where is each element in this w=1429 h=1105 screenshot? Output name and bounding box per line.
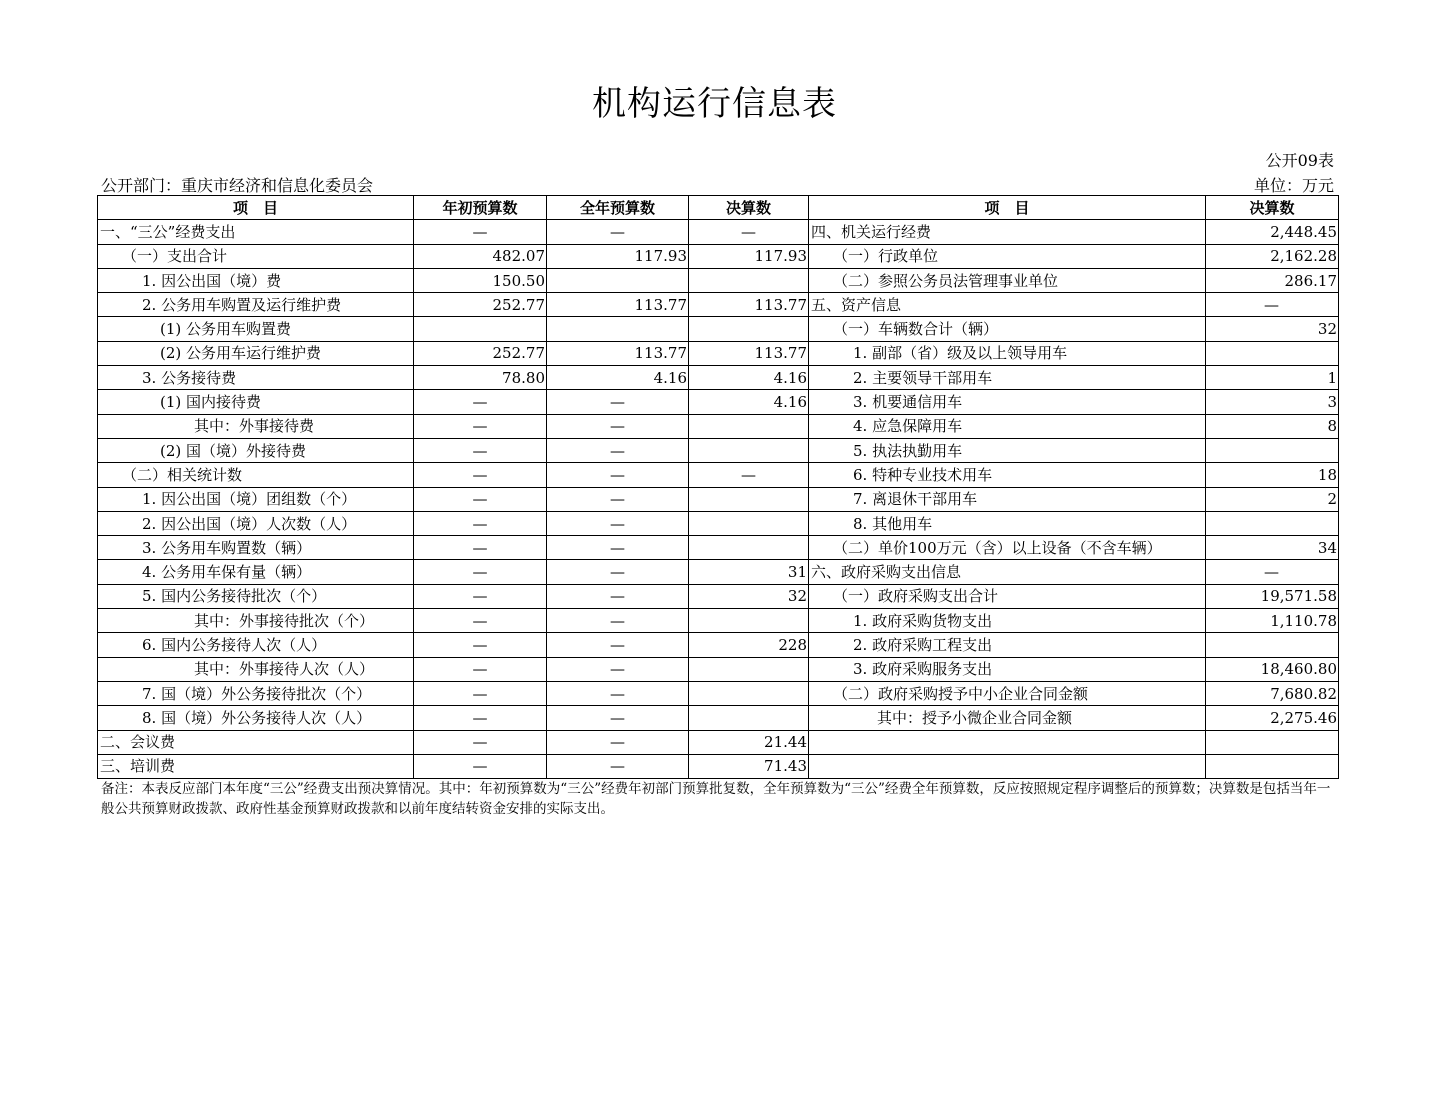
row-initial-budget bbox=[414, 317, 547, 341]
row-item-left: 三、培训费 bbox=[98, 754, 414, 778]
row-initial-budget: 252.77 bbox=[414, 293, 547, 317]
row-full-year-budget: — bbox=[547, 414, 689, 438]
row-final-right: 3 bbox=[1206, 390, 1339, 414]
row-item-right: 五、资产信息 bbox=[809, 293, 1206, 317]
row-item-left: （二）相关统计数 bbox=[98, 463, 414, 487]
row-final-left bbox=[689, 414, 809, 438]
row-initial-budget: — bbox=[414, 584, 547, 608]
row-initial-budget: — bbox=[414, 536, 547, 560]
row-final-right: 32 bbox=[1206, 317, 1339, 341]
row-full-year-budget bbox=[547, 268, 689, 292]
header-full-year-budget: 全年预算数 bbox=[547, 196, 689, 220]
row-final-right: 2,275.46 bbox=[1206, 706, 1339, 730]
row-item-right bbox=[809, 730, 1206, 754]
row-final-left: 113.77 bbox=[689, 293, 809, 317]
row-final-left bbox=[689, 511, 809, 535]
row-final-right: 1,110.78 bbox=[1206, 609, 1339, 633]
table-row bbox=[98, 293, 1339, 317]
row-item-right: 8. 其他用车 bbox=[809, 511, 1206, 535]
row-item-left: 1. 因公出国（境）费 bbox=[98, 268, 414, 292]
table-row bbox=[98, 609, 1339, 633]
table-row bbox=[98, 584, 1339, 608]
row-final-left: 31 bbox=[689, 560, 809, 584]
table-row bbox=[98, 487, 1339, 511]
row-full-year-budget: — bbox=[547, 560, 689, 584]
row-final-right bbox=[1206, 730, 1339, 754]
row-initial-budget: — bbox=[414, 390, 547, 414]
row-initial-budget: — bbox=[414, 730, 547, 754]
row-item-right: 7. 离退休干部用车 bbox=[809, 487, 1206, 511]
row-initial-budget: — bbox=[414, 681, 547, 705]
row-full-year-budget: — bbox=[547, 536, 689, 560]
row-item-right: 1. 政府采购货物支出 bbox=[809, 609, 1206, 633]
table-row bbox=[98, 754, 1339, 778]
row-item-right: （二）单价100万元（含）以上设备（不含车辆） bbox=[809, 536, 1206, 560]
table-row bbox=[98, 536, 1339, 560]
row-final-left: 4.16 bbox=[689, 390, 809, 414]
row-final-left: 32 bbox=[689, 584, 809, 608]
row-item-left: (2) 国（境）外接待费 bbox=[98, 438, 414, 462]
row-initial-budget: — bbox=[414, 511, 547, 535]
table-row bbox=[98, 268, 1339, 292]
table-row bbox=[98, 511, 1339, 535]
row-final-left: 117.93 bbox=[689, 244, 809, 268]
row-final-left: 228 bbox=[689, 633, 809, 657]
row-item-right: 2. 政府采购工程支出 bbox=[809, 633, 1206, 657]
row-item-left: 5. 国内公务接待批次（个） bbox=[98, 584, 414, 608]
row-final-right: 7,680.82 bbox=[1206, 681, 1339, 705]
header-item-left: 项 目 bbox=[98, 196, 414, 220]
row-final-left: — bbox=[689, 463, 809, 487]
row-full-year-budget: 4.16 bbox=[547, 366, 689, 390]
row-initial-budget: 482.07 bbox=[414, 244, 547, 268]
table-row bbox=[98, 220, 1339, 244]
row-final-right: 286.17 bbox=[1206, 268, 1339, 292]
row-full-year-budget: — bbox=[547, 657, 689, 681]
row-final-left: 113.77 bbox=[689, 341, 809, 365]
row-item-left: （一）支出合计 bbox=[98, 244, 414, 268]
row-final-right bbox=[1206, 511, 1339, 535]
row-final-left: 21.44 bbox=[689, 730, 809, 754]
row-full-year-budget: — bbox=[547, 706, 689, 730]
row-item-right: 5. 执法执勤用车 bbox=[809, 438, 1206, 462]
row-full-year-budget: — bbox=[547, 438, 689, 462]
row-item-left: 1. 因公出国（境）团组数（个） bbox=[98, 487, 414, 511]
row-final-right: 18 bbox=[1206, 463, 1339, 487]
footnote: 备注：本表反应部门本年度“三公”经费支出预决算情况。其中：年初预算数为“三公”经费年初部门预算批复数，全年预算数为“三公”经费全年预算数，反应按照规定程序调整后的预算数；决算数是包括当年一般公共预算财政拨款、政府性基金预算财政拨款和以前年度结转资金安排的实际支出。 bbox=[101, 781, 1331, 817]
row-final-right: — bbox=[1206, 560, 1339, 584]
row-final-left bbox=[689, 681, 809, 705]
row-final-right: 18,460.80 bbox=[1206, 657, 1339, 681]
table-row bbox=[98, 317, 1339, 341]
row-initial-budget: — bbox=[414, 706, 547, 730]
row-item-right: 其中：授予小微企业合同金额 bbox=[809, 706, 1206, 730]
unit-label: 单位：万元 bbox=[1253, 176, 1334, 195]
row-item-right: 四、机关运行经费 bbox=[809, 220, 1206, 244]
row-item-left: 其中：外事接待费 bbox=[98, 414, 414, 438]
page-title: 机构运行信息表 bbox=[592, 84, 837, 124]
row-final-right bbox=[1206, 754, 1339, 778]
row-item-right: 3. 机要通信用车 bbox=[809, 390, 1206, 414]
row-item-left: (1) 公务用车购置费 bbox=[98, 317, 414, 341]
row-item-right: （一）政府采购支出合计 bbox=[809, 584, 1206, 608]
row-final-right bbox=[1206, 438, 1339, 462]
table-row bbox=[98, 633, 1339, 657]
row-final-right bbox=[1206, 633, 1339, 657]
row-full-year-budget bbox=[547, 317, 689, 341]
row-item-left: (1) 国内接待费 bbox=[98, 390, 414, 414]
row-item-left: 二、会议费 bbox=[98, 730, 414, 754]
row-item-left: 2. 因公出国（境）人次数（人） bbox=[98, 511, 414, 535]
row-item-right: 1. 副部（省）级及以上领导用车 bbox=[809, 341, 1206, 365]
header-final-right: 决算数 bbox=[1206, 196, 1339, 220]
row-item-left: 其中：外事接待人次（人） bbox=[98, 657, 414, 681]
row-full-year-budget: — bbox=[547, 390, 689, 414]
row-full-year-budget: — bbox=[547, 463, 689, 487]
row-full-year-budget: 113.77 bbox=[547, 341, 689, 365]
row-final-left: 71.43 bbox=[689, 754, 809, 778]
row-item-right: 3. 政府采购服务支出 bbox=[809, 657, 1206, 681]
row-initial-budget: 78.80 bbox=[414, 366, 547, 390]
row-initial-budget: — bbox=[414, 657, 547, 681]
row-item-right: 2. 主要领导干部用车 bbox=[809, 366, 1206, 390]
row-final-left bbox=[689, 487, 809, 511]
row-item-left: (2) 公务用车运行维护费 bbox=[98, 341, 414, 365]
row-initial-budget: — bbox=[414, 438, 547, 462]
row-full-year-budget: — bbox=[547, 487, 689, 511]
row-full-year-budget: — bbox=[547, 730, 689, 754]
info-table bbox=[97, 195, 1339, 779]
row-full-year-budget: — bbox=[547, 584, 689, 608]
table-row bbox=[98, 730, 1339, 754]
row-item-right: 六、政府采购支出信息 bbox=[809, 560, 1206, 584]
row-item-right: （一）行政单位 bbox=[809, 244, 1206, 268]
row-item-left: 其中：外事接待批次（个） bbox=[98, 609, 414, 633]
row-item-right: 6. 特种专业技术用车 bbox=[809, 463, 1206, 487]
table-row bbox=[98, 341, 1339, 365]
table-row bbox=[98, 244, 1339, 268]
table-row bbox=[98, 463, 1339, 487]
row-final-left bbox=[689, 657, 809, 681]
row-initial-budget: — bbox=[414, 754, 547, 778]
row-item-right bbox=[809, 754, 1206, 778]
row-full-year-budget: — bbox=[547, 220, 689, 244]
row-item-left: 8. 国（境）外公务接待人次（人） bbox=[98, 706, 414, 730]
row-final-left bbox=[689, 317, 809, 341]
header-final-left: 决算数 bbox=[689, 196, 809, 220]
form-number: 公开09表 bbox=[1265, 151, 1334, 170]
row-full-year-budget: — bbox=[547, 609, 689, 633]
row-initial-budget: — bbox=[414, 414, 547, 438]
row-final-left bbox=[689, 706, 809, 730]
table-row bbox=[98, 706, 1339, 730]
row-full-year-budget: 113.77 bbox=[547, 293, 689, 317]
row-final-right: 1 bbox=[1206, 366, 1339, 390]
row-item-right: 4. 应急保障用车 bbox=[809, 414, 1206, 438]
table-body bbox=[98, 220, 1339, 779]
row-item-left: 一、“三公”经费支出 bbox=[98, 220, 414, 244]
row-item-left: 2. 公务用车购置及运行维护费 bbox=[98, 293, 414, 317]
row-final-left bbox=[689, 536, 809, 560]
table-row bbox=[98, 438, 1339, 462]
row-final-left bbox=[689, 438, 809, 462]
table-row bbox=[98, 366, 1339, 390]
row-final-right: 34 bbox=[1206, 536, 1339, 560]
table-row bbox=[98, 390, 1339, 414]
row-final-right: 8 bbox=[1206, 414, 1339, 438]
table-header-row bbox=[98, 196, 1339, 220]
row-final-left bbox=[689, 609, 809, 633]
row-item-left: 4. 公务用车保有量（辆） bbox=[98, 560, 414, 584]
row-initial-budget: 150.50 bbox=[414, 268, 547, 292]
row-full-year-budget: — bbox=[547, 754, 689, 778]
table-row bbox=[98, 414, 1339, 438]
row-item-left: 3. 公务接待费 bbox=[98, 366, 414, 390]
row-final-right: 19,571.58 bbox=[1206, 584, 1339, 608]
row-final-right bbox=[1206, 341, 1339, 365]
row-full-year-budget: 117.93 bbox=[547, 244, 689, 268]
row-full-year-budget: — bbox=[547, 633, 689, 657]
row-full-year-budget: — bbox=[547, 511, 689, 535]
row-item-left: 6. 国内公务接待人次（人） bbox=[98, 633, 414, 657]
row-initial-budget: — bbox=[414, 560, 547, 584]
row-item-right: （一）车辆数合计（辆） bbox=[809, 317, 1206, 341]
row-final-right: 2,448.45 bbox=[1206, 220, 1339, 244]
table-row bbox=[98, 681, 1339, 705]
row-item-right: （二）参照公务员法管理事业单位 bbox=[809, 268, 1206, 292]
table-row bbox=[98, 657, 1339, 681]
department-label: 公开部门：重庆市经济和信息化委员会 bbox=[101, 176, 374, 195]
table-row bbox=[98, 560, 1339, 584]
row-item-right: （二）政府采购授予中小企业合同金额 bbox=[809, 681, 1206, 705]
row-item-left: 3. 公务用车购置数（辆） bbox=[98, 536, 414, 560]
row-final-right: 2,162.28 bbox=[1206, 244, 1339, 268]
row-final-right: — bbox=[1206, 293, 1339, 317]
row-final-left bbox=[689, 268, 809, 292]
row-initial-budget: — bbox=[414, 220, 547, 244]
row-initial-budget: — bbox=[414, 463, 547, 487]
row-final-left: — bbox=[689, 220, 809, 244]
row-item-left: 7. 国（境）外公务接待批次（个） bbox=[98, 681, 414, 705]
header-item-right: 项 目 bbox=[809, 196, 1206, 220]
row-initial-budget: 252.77 bbox=[414, 341, 547, 365]
row-initial-budget: — bbox=[414, 487, 547, 511]
row-final-left: 4.16 bbox=[689, 366, 809, 390]
header-initial-budget: 年初预算数 bbox=[414, 196, 547, 220]
row-final-right: 2 bbox=[1206, 487, 1339, 511]
row-initial-budget: — bbox=[414, 633, 547, 657]
row-initial-budget: — bbox=[414, 609, 547, 633]
row-full-year-budget: — bbox=[547, 681, 689, 705]
